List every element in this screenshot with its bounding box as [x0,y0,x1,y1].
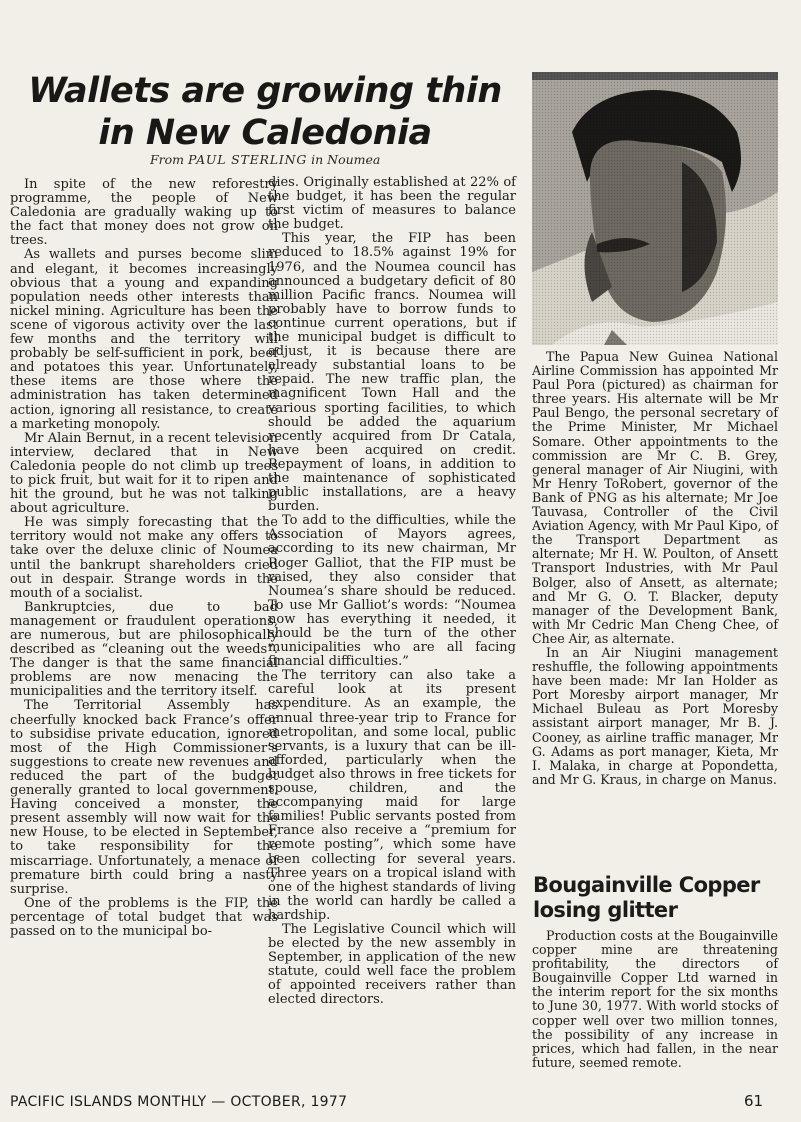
byline-author: PAUL STERLING [188,152,308,167]
paragraph: In spite of the new reforestry programme, the people of New Caledonia are gradually waking up to the fact that money does not grow on trees. [10,177,278,249]
paragraph: The Territorial Assembly has cheerfully knocked back France’s offer to subsidise private education, ignored most of the High Commissioner’s suggestions to create new revenues and reduced the part of the budget generally granted to local government. Having conceived a monster, the present assembly will now wait for the new House, to be elected in September, to take responsibility for the miscarriage. Unfortunately, a menace of premature birth could bring a nasty surprise. [10,698,278,897]
paragraph: Mr Alain Bernut, in a recent television interview, declared that in New Caledonia people do not climb up trees to pick fruit, but wait for it to ripen and hit the ground, but he was not talking about agriculture. [10,430,278,517]
paragraph: In an Air Niugini management reshuffle, the following appointments have been made: Mr Ian Holder as Port Moresby airport manager, Mr Michael Buleau as Port Moresby assistant airport manager, Mr B. J. Cooney, as airline traffic manager, Mr G. Adams as port manager, Kieta, Mr I. Malaka, in charge at Popondetta, and Mr G. Kraus, in charge on Manus. [532,644,778,787]
paragraph: dies. Originally established at 22% of the budget, it has been the regular first victim of measures to balance the budget. [268,175,516,233]
byline-location: in Noumea [311,152,381,167]
page-number: 61 [744,1092,764,1110]
paragraph: One of the problems is the FIP, the percentage of total budget that was passed on to the municipal bo- [10,895,278,939]
paragraph: He was simply forecasting that the territory would not make any offers to take over the deluxe clinic of Noumea until the bankrupt shareholders cried out in despair. Strange words in the mouth of a socialist. [10,515,278,601]
paragraph: To add to the difficulties, while the Association of Mayors agrees, according to its new chairman, Mr Roger Galliot, that the FIP must be raised, they also consider that Noumea’s share should be reduced. To use Mr Galliot’s words: “Noumea now has everything it needed, it should be the turn of the other municipalities who are all facing financial difficulties.” [268,513,516,670]
article-column-2 [268,176,516,1008]
portrait-photo [532,72,778,345]
subhead-line-1: Bougainville Copper [533,873,760,897]
second-article-headline [533,873,783,923]
article-headline [20,70,510,154]
subhead-line-2: losing glitter [533,898,678,922]
article-column-1 [10,178,278,939]
paragraph: This year, the FIP has been reduced to 18.5% against 19% for 1976, and the Noumea council has announced a budgetary deficit of 80 million Pacific francs. Noumea will probably have to borrow funds to continue current operations, but if the municipal budget is difficult to adjust, it is because there are already substantial loans to be repaid. The new traffic plan, the magnificent Town Hall and the various sporting facilities, to which should be added the aquarium recently acquired from Dr Catala, have been acquired on credit. Repayment of loans, in addition to the maintenance of sophisticated public installations, are a heavy burden. [268,231,516,515]
headline-line-2: in New Caledonia [98,113,432,153]
paragraph: Production costs at the Bougainville copper mine are threatening profitability, the directors of Bougainville Copper Ltd warned in the interim report for the six months to June 30, 1977. With world stocks of copper well over two million tonnes, the possibility of any increase in prices, which had fallen, in the near future, seemed remote. [532,928,778,1070]
paragraph: The Legislative Council which will be elected by the new assembly in September, in application of the new statute, could well face the problem of appointed receivers rather than elected directors. [268,921,516,1008]
footer-publication: PACIFIC ISLANDS MONTHLY — OCTOBER, 1977 [10,1094,348,1110]
second-article-body [532,929,778,1070]
paragraph: The territory can also take a careful look at its present expenditure. As an example, the annual three-year trip to France for metropolitan, and some local, public servants, is a luxury that can be ill-afforded, particularly when the budget also throws in free tickets for spouse, children, and the accompanying maid for large families! Public servants posted from France also receive a “premium for remote posting”, which some have been collecting for several years. Three years on a tropical island with one of the highest standards of living in the world can hardly be called a hardship. [268,668,516,923]
paragraph: As wallets and purses become slim and elegant, it becomes increasingly obvious that a young and expanding population needs other interests than nickel mining. Agriculture has been the scene of vigorous activity over the last few months and the territory will probably be self-sufficient in pork, beef and potatoes this year. Unfortunately, these items are those where the administration has taken determined action, ignoring all resistance, to create a marketing monopoly. [10,247,278,432]
sidebar-news-column [532,350,778,787]
paragraph: Bankruptcies, due to bad management or fraudulent operations, are numerous, but are philosophically described as “cleaning out the weeds”. The danger is that the same financial problems are now menacing the municipalities and the territory itself. [10,599,278,700]
portrait-image [532,72,778,345]
byline-prefix: From [150,152,185,167]
paragraph: The Papua New Guinea National Airline Commission has appointed Mr Paul Pora (pictured) as chairman for three years. His alternate will be Mr Paul Bengo, the personal secretary of the Prime Minister, Mr Michael Somare. Other appointments to the commission are Mr C. B. Grey, general manager of Air Niugini, with Mr Henry ToRobert, governor of the Bank of PNG as his alternate; Mr Joe Tauvasa, Controller of the Civil Aviation Agency, with Mr Paul Kipo, of the Transport Department as alternate; Mr H. W. Poulton, of Ansett Transport Industries, with Mr Paul Bolger, also of Ansett, as alternate; and Mr G. O. T. Blacker, deputy manager of the Development Bank, with Mr Cedric Man Cheng Chee, of Chee Air, as alternate. [532,349,778,646]
headline-line-1: Wallets are growing thin [28,71,502,111]
byline [150,152,450,167]
